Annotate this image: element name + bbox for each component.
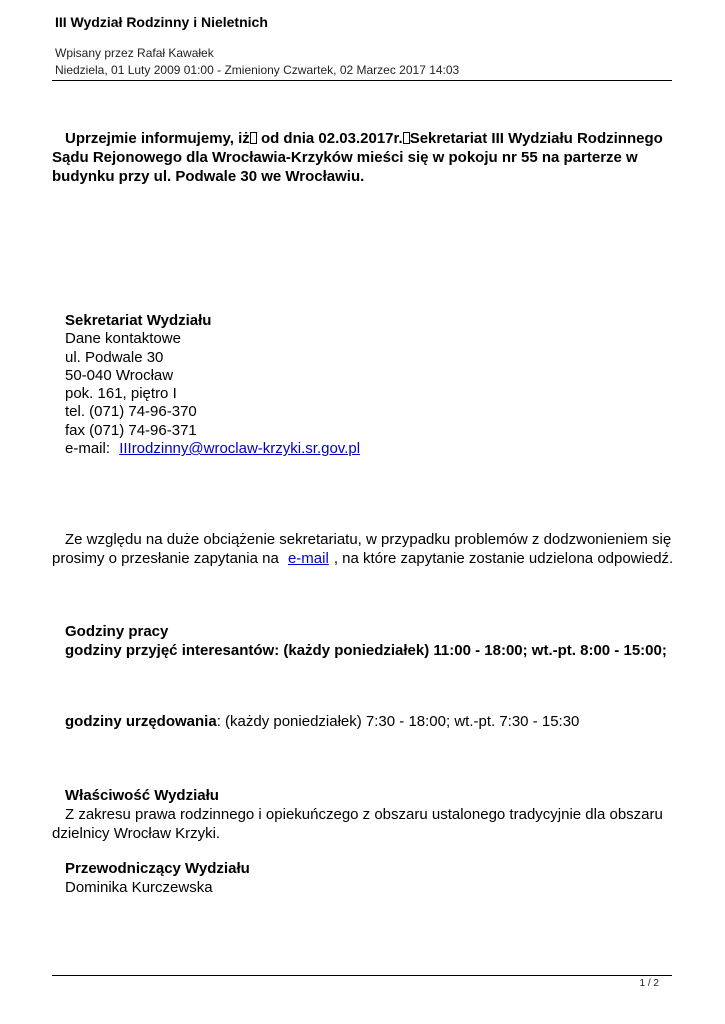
contact-line: pok. 161, piętro I [65,385,177,403]
office-hours-value: : (każdy poniedziałek) 7:30 - 18:00; wt.-pt. 7:30 - 15:30 [216,713,580,730]
chair-heading: Przewodniczący Wydziału [65,860,250,877]
date-line: Niedziela, 01 Luty 2009 01:00 - Zmieniony Czwartek, 02 Marzec 2017 14:03 [55,63,460,77]
email-row [65,440,360,458]
notice-line2-a: prosimy o przesłanie zapytania na [52,550,279,567]
hours-section [65,622,667,660]
reception-hours: godziny przyjęć interesantów: (każdy poniedziałek) 11:00 - 18:00; wt.-pt. 8:00 - 15:00; [65,642,667,659]
notice-line2-b: , na które zapytanie zostanie udzielona odpowiedź. [333,550,674,567]
contact-line: tel. (071) 74-96-370 [65,403,197,421]
jurisdiction-section [52,786,663,843]
contact-line: ul. Podwale 30 [65,348,164,366]
author-line: Wpisany przez Rafał Kawałek [55,46,214,60]
email-link[interactable]: IIIrodzinny@wroclaw-krzyki.sr.gov.pl [119,440,361,458]
email-label: e-mail: [65,440,111,458]
contact-line: fax (071) 74-96-371 [65,421,197,439]
office-hours [65,712,579,731]
announcement-line1-a: Uprzejmie informujemy, iż [65,130,250,147]
office-hours-label: godziny urzędowania [65,713,217,730]
jurisdiction-heading: Właściwość Wydziału [65,787,219,804]
footer-divider [52,975,672,976]
hours-heading: Godziny pracy [65,623,169,640]
jurisdiction-line2: dzielnicy Wrocław Krzyki. [52,825,221,842]
missing-glyph-icon [250,132,257,144]
chair-section [65,859,250,897]
announcement-line3: budynku przy ul. Podwale 30 we Wrocławiu. [52,168,365,185]
contact-line: Dane kontaktowe [65,330,181,348]
notice [52,530,673,568]
announcement-line1-c: Sekretariat III Wydziału Rodzinnego [409,130,663,147]
header-divider [52,80,672,81]
missing-glyph-icon [403,132,410,144]
announcement [52,129,663,186]
secretariat-section [65,312,360,458]
email-contact-link[interactable]: e-mail [287,550,329,567]
notice-line1: Ze względu na duże obciążenie sekretariatu, w przypadku problemów z dodzwonieniem się [65,531,672,548]
page-title: III Wydział Rodzinny i Nieletnich [55,14,268,30]
secretariat-heading: Sekretariat Wydziału [65,312,212,329]
jurisdiction-line1: Z zakresu prawa rodzinnego i opiekuńczego z obszaru ustalonego tradycyjnie dla obszaru [65,806,663,823]
contact-line: 50-040 Wrocław [65,366,174,384]
chair-name: Dominika Kurczewska [65,879,213,896]
announcement-line2: Sądu Rejonowego dla Wrocławia-Krzyków mieści się w pokoju nr 55 na parterze w [52,149,638,166]
page-number: 1 / 2 [639,978,659,989]
notice-line2 [52,549,673,568]
announcement-line1-b: od dnia 02.03.2017r. [260,130,403,147]
